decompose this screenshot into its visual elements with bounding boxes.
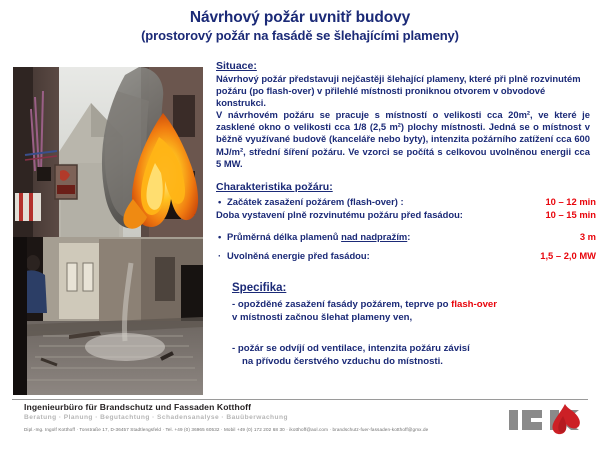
characteristics-value: 10 – 12 min [545, 195, 596, 207]
situation-paragraph-1: Návrhový požár představuji nejčastěji šlehající plameny, které při plně rozvinutém požáru (po flash-over) v přilehlé místnosti proniknou otvorem v obvodové konstrukci. [216, 73, 581, 109]
situation-paragraph-2: V návrhovém požáru se pracuje s místností o velikosti cca 20m², ve které je zasklené okno o velikosti cca 1/8 (2,5 m²) plochy místnosti. Jedná se o místnost v běžně využívané budově (kanceláře nebo byty), intenzita požárního zatížení cca 600 MJ/m², střední šíření požáru. Ve vzorci se počítá s celkovou uvolněnou energii cca 5 MW. [216, 109, 590, 169]
ibk-logo-graphic [509, 404, 587, 438]
characteristics-row [216, 230, 596, 243]
footer-contact: Dipl.-Ing. Ingolf Kotthoff · Tonstraße 17, D-36457 Stadtlengsfeld · Tel. +49 (0) 36965 60532 · Mobil +49 (0) 172 202 68 30 · ikotthoff@aol.com · brandschutz-fuer-fassaden-kotthoff@gmx.de [24, 427, 429, 432]
content-column [216, 60, 596, 368]
characteristics-label: • Začátek zasažení požárem (flash-over) : [216, 195, 504, 208]
characteristics-value: 3 m [579, 230, 596, 242]
characteristics-label [216, 230, 504, 243]
specifics-item-1-text: - opožděné zasažení fasády požárem, teprve po [232, 298, 452, 310]
ibk-logo [509, 404, 587, 438]
characteristics-row [216, 195, 596, 208]
specifics-heading: Specifika: [232, 281, 287, 294]
characteristics-list [216, 195, 596, 262]
footer [24, 402, 494, 434]
situation-heading: Situace: [216, 60, 257, 72]
characteristics-label-text: Průměrná délka plamenů [227, 230, 342, 242]
page-subtitle: (prostorový požár na fasádě se šlehajícími plameny) [141, 28, 459, 43]
slide-title-block [0, 8, 600, 44]
characteristics-label: Doba vystavení plně rozvinutému požáru před fasádou: [216, 208, 463, 220]
fire-photo-image [13, 67, 203, 395]
specifics-item-1-line-1 [232, 298, 596, 311]
specifics-item-2-line-2: na přívodu čerstvého vzduchu do místnosti. [242, 355, 443, 367]
characteristics-label-underlined: nad nadpražím [341, 230, 408, 242]
characteristics-label-tail: : [407, 230, 411, 242]
footer-company-name: Ingenieurbüro für Brandschutz und Fassaden Kotthoff [24, 402, 252, 412]
characteristics-heading: Charakteristika požáru: [216, 180, 333, 193]
characteristics-value: 10 – 15 min [545, 208, 596, 220]
specifics-block [216, 282, 596, 368]
specifics-item-1-line-2: v místnosti začnou šlehat plameny ven, [232, 311, 413, 323]
footer-services: Beratung · Planung · Begutachtung · Schadensanalyse · Bauüberwachung [24, 414, 288, 421]
characteristics-label: · Uvolněná energie před fasádou: [216, 249, 504, 262]
specifics-item-1-highlight: flash-over [451, 298, 497, 310]
characteristics-row [216, 208, 596, 221]
fire-photo [13, 67, 203, 395]
characteristics-row [216, 249, 596, 262]
footer-divider [12, 399, 588, 400]
page-title: Návrhový požár uvnitř budovy [189, 9, 411, 26]
specifics-item-2-line-1: - požár se odvíjí od ventilace, intenzita požáru závisí [232, 342, 470, 354]
characteristics-value: 1,5 – 2,0 MW [540, 249, 596, 261]
